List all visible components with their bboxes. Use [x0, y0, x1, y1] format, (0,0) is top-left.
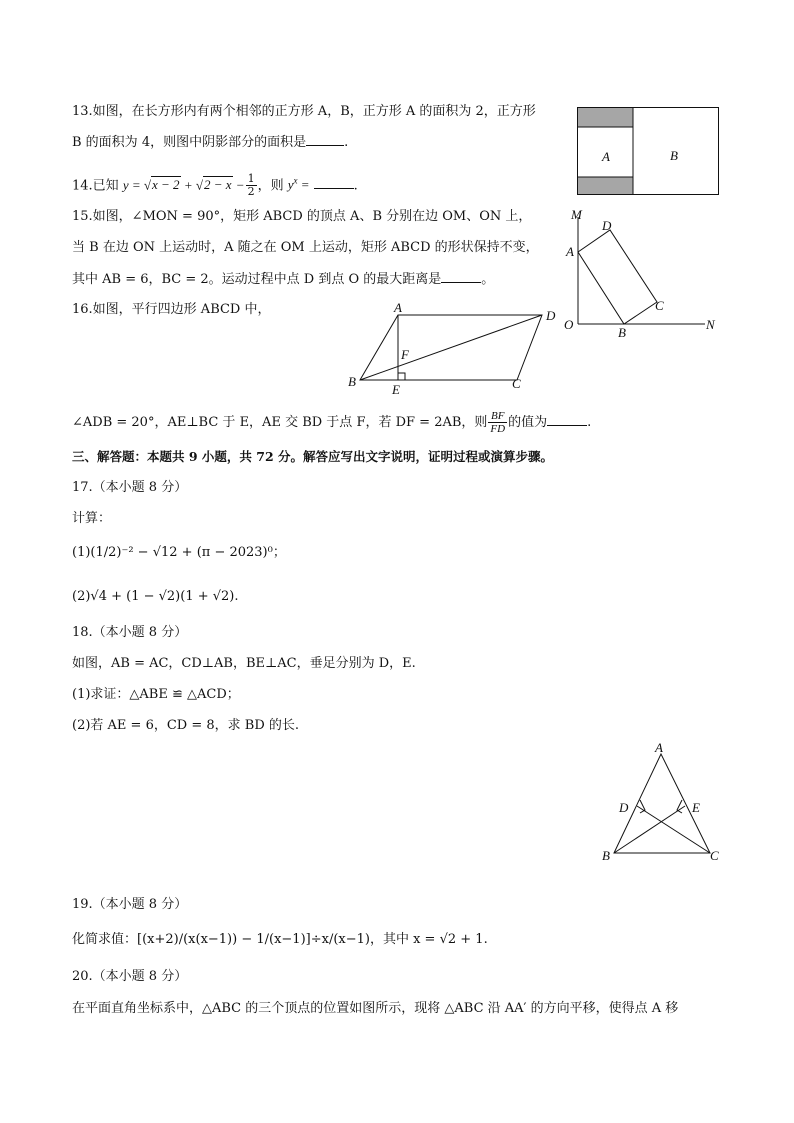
q18-label-e: E [692, 800, 700, 815]
q16-line1: 16.如图，平行四边形 ABCD 中， [72, 302, 271, 317]
q16-end: . [587, 415, 592, 430]
q16-label-c: C [512, 376, 521, 391]
q16-label-d: D [546, 308, 556, 323]
q14-half-fraction: $\frac{1}{2}$ [247, 172, 255, 199]
q14-suffix: ，则 [257, 178, 284, 194]
q15-end: 。 [481, 272, 495, 287]
q16-answer-blank [547, 413, 587, 426]
q14-prefix: 14.已知 [72, 178, 119, 194]
section3-title: 三、解答题：本题共 9 小题，共 72 分。解答应写出文字说明，证明过程或演算步骤。 [72, 449, 554, 464]
q13-figure [576, 106, 722, 198]
q18-header: 18.（本小题 8 分） [72, 625, 188, 640]
q15-label-b: B [618, 325, 626, 340]
q13-answer-blank [306, 133, 344, 146]
q17-header: 17.（本小题 8 分） [72, 480, 188, 495]
q14-end: . [353, 178, 358, 194]
q13-line2 [72, 133, 348, 152]
q16-diagonal-bd [360, 315, 542, 380]
q15-label-m: M [571, 207, 582, 222]
q16-label-e: E [392, 382, 400, 397]
q15-line2: 当 B 在边 ON 上运动时，A 随之在 OM 上运动，矩形 ABCD 的形状保持不变， [72, 240, 539, 255]
q18-given: 如图，AB = AC，CD⊥AB，BE⊥AC，垂足分别为 D，E. [72, 656, 416, 671]
q15-label-a: A [566, 244, 574, 259]
q15-rectangle-abcd [578, 230, 657, 324]
q15-label-o: O [564, 317, 574, 332]
q14-formula: y = √x − 2 + √2 − x − [122, 177, 245, 193]
q14-answer-blank [314, 176, 354, 189]
q15-label-n: N [706, 317, 715, 332]
q18-label-c: C [710, 848, 719, 863]
q13-shade-top [578, 108, 633, 127]
q13-label-b: B [670, 148, 678, 163]
q18-figure [598, 740, 724, 866]
q13-line2-text: B 的面积为 4，则图中阴影部分的面积是 [72, 135, 307, 150]
q13-label-a: A [602, 149, 610, 164]
q14-power: $y^x$ = [287, 176, 310, 193]
q18-part2: (2)若 AE = 6，CD = 8，求 BD 的长. [72, 718, 300, 733]
q13-end: . [344, 135, 349, 150]
q16-line2 [72, 410, 591, 435]
q15-line3-text: 其中 AB = 6，BC = 2。运动过程中点 D 到点 O 的最大距离是 [72, 272, 442, 287]
q18-part1: (1)求证：△ABE ≌ △ACD； [72, 687, 240, 702]
q16-label-a: A [394, 300, 402, 315]
q17-part2: (2)√4 + (1 − √2)(1 + √2). [72, 589, 239, 604]
q18-label-b: B [602, 848, 610, 863]
q16-label-f: F [401, 347, 409, 362]
q13-line1: 13.如图，在长方形内有两个相邻的正方形 A，B，正方形 A 的面积为 2，正方形 [72, 104, 536, 119]
q15-figure [560, 205, 735, 345]
q16-fraction-denominator: FD [490, 423, 506, 435]
q20-header: 20.（本小题 8 分） [72, 969, 188, 984]
q18-label-d: D [619, 800, 629, 815]
q16-line2-text: ∠ADB = 20°，AE⊥BC 于 E，AE 交 BD 于点 F，若 DF = 2AB，则 [72, 415, 488, 430]
q19-text: 化简求值：[(x+2)/(x(x−1)) − 1/(x−1)]÷x/(x−1)，其中 x = √2 + 1. [72, 932, 488, 947]
q15-answer-blank [441, 270, 481, 283]
q15-label-c: C [655, 298, 664, 313]
q16-right-angle-mark [398, 373, 405, 380]
q16-label-b: B [348, 374, 356, 389]
q15-line1: 15.如图，∠MON = 90°，矩形 ABCD 的顶点 A、B 分别在边 OM、ON 上， [72, 209, 532, 224]
q14-line [72, 172, 358, 198]
q16-tail: 的值为 [508, 415, 548, 430]
q18-label-a: A [655, 740, 663, 755]
q20-text: 在平面直角坐标系中，△ABC 的三个顶点的位置如图所示，现将 △ABC 沿 AA′ 的方向平移，使得点 A 移 [72, 1001, 679, 1016]
q19-header: 19.（本小题 8 分） [72, 897, 188, 912]
q17-part1: (1)(1/2)⁻² − √12 + (π − 2023)⁰； [72, 545, 286, 560]
q15-line3 [72, 270, 494, 289]
q13-shade-bottom [578, 177, 633, 194]
q16-ratio-fraction [488, 410, 507, 435]
q15-label-d: D [602, 218, 612, 233]
q16-fraction-numerator: BF [488, 410, 507, 423]
q16-figure [342, 300, 564, 400]
q17-intro: 计算： [72, 511, 112, 526]
